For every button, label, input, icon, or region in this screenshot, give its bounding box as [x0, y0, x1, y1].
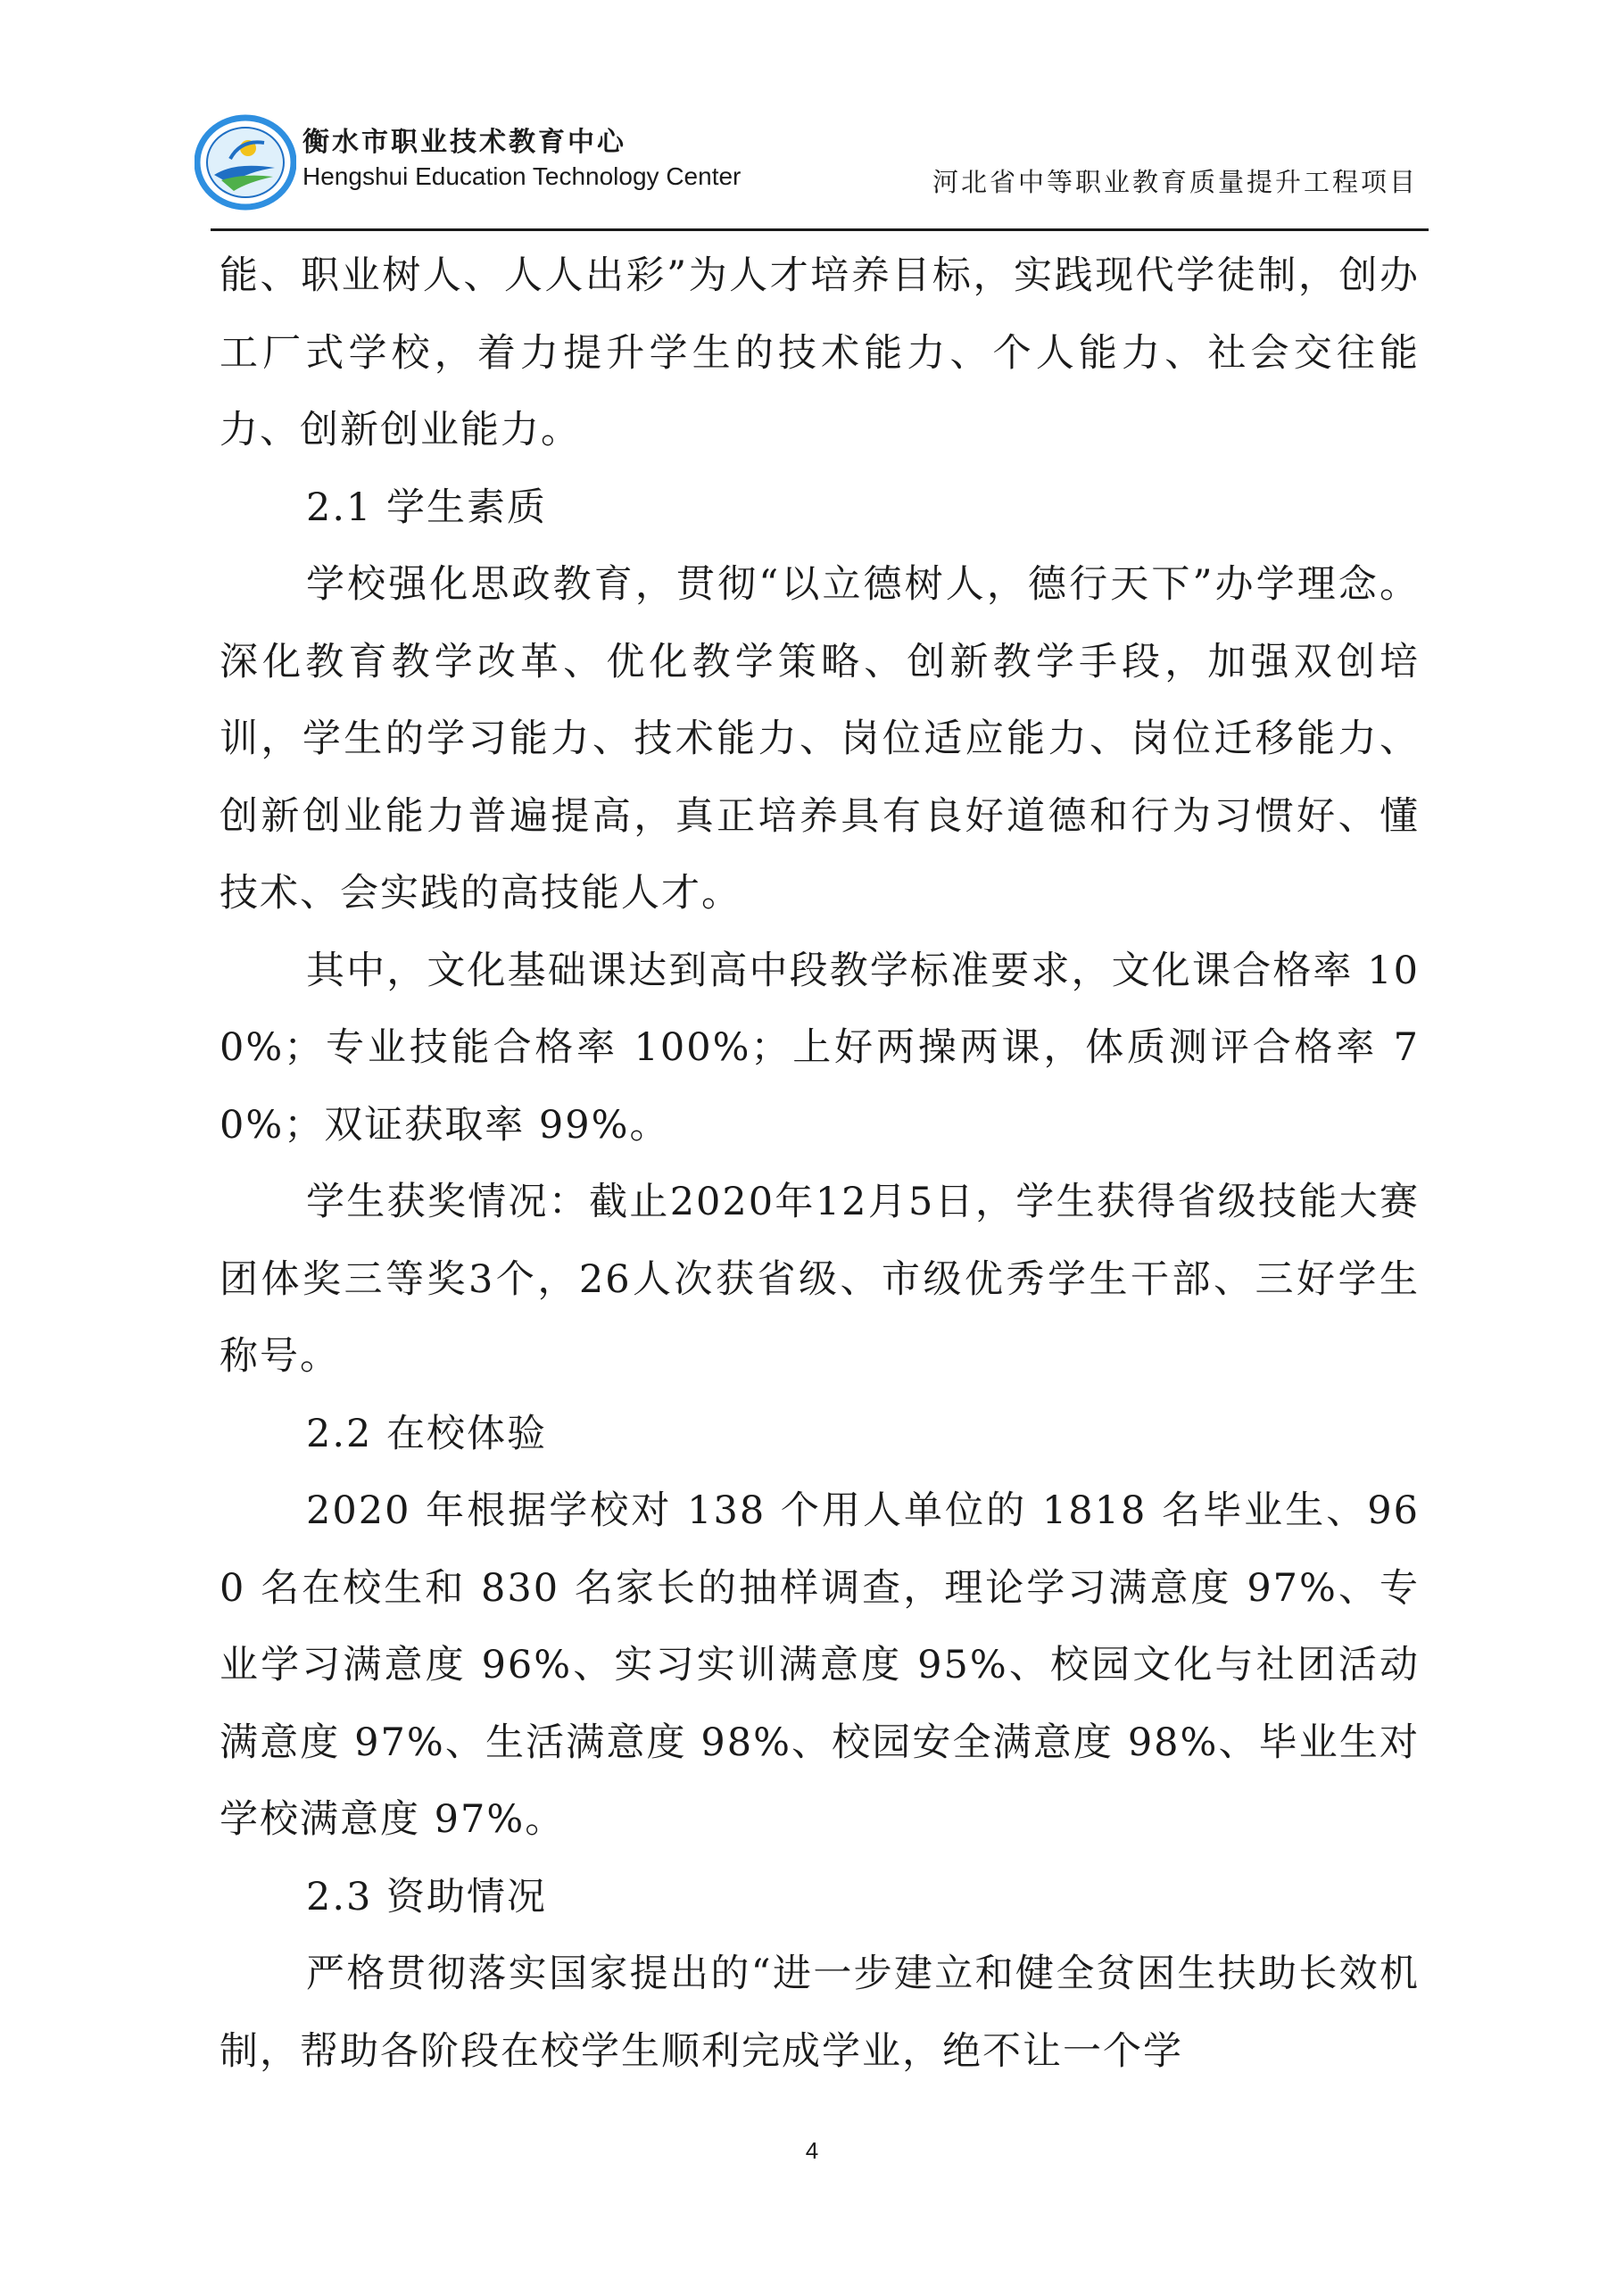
section-heading-2-2: 2.2 在校体验 [306, 1411, 548, 1456]
paragraph-pass-rates: 其中，文化基础课达到高中段教学标准要求，文化课合格率 100%；专业技能合格率 100%；上好两操两课，体质测评合格率 70%；双证获取率 99%。 [220, 948, 1420, 1148]
project-title: 河北省中等职业教育质量提升工程项目 [932, 167, 1418, 197]
school-emblem-icon [195, 112, 296, 211]
page-number: 4 [805, 2137, 819, 2164]
paragraph-financial-aid: 严格贯彻落实国家提出的“进一步建立和健全贫困生扶助长效机制，帮助各阶段在校学生顺利完成学业，绝不让一个学 [220, 1952, 1420, 2074]
document-body [220, 237, 1420, 2090]
organization-name-english: Hengshui Education Technology Center [302, 162, 742, 190]
header-divider [211, 228, 1429, 231]
organization-name-chinese: 衡水市职业技术教育中心 [302, 127, 626, 158]
section-heading-2-3: 2.3 资助情况 [306, 1874, 548, 1919]
paragraph-continuation: 能、职业树人、人人出彩”为人才培养目标，实践现代学徒制，创办工厂式学校，着力提升学生的技术能力、个人能力、社会交往能力、创新创业能力。 [220, 253, 1420, 452]
section-heading-2-1: 2.1 学生素质 [306, 485, 548, 530]
paragraph-satisfaction-survey: 2020 年根据学校对 138 个用人单位的 1818 名毕业生、960 名在校生和 830 名家长的抽样调查，理论学习满意度 97%、专业学习满意度 96%、实习实训满意度 95%、校园文化与社团活动满意度 97%、生活满意度 98%、校园安全满意度 98%、毕业生对学校满意度 97%。 [220, 1488, 1420, 1842]
paragraph-student-quality: 学校强化思政教育，贯彻“以立德树人，德行天下”办学理念。深化教育教学改革、优化教学策略、创新教学手段，加强双创培训，学生的学习能力、技术能力、岗位适应能力、岗位迁移能力、创新创业能力普遍提高，真正培养具有良好道德和行为习惯好、懂技术、会实践的高技能人才。 [220, 562, 1420, 916]
page-header [195, 105, 1429, 230]
paragraph-awards: 学生获奖情况：截止2020年12月5日，学生获得省级技能大赛团体奖三等奖3个，26人次获省级、市级优秀学生干部、三好学生称号。 [220, 1180, 1420, 1379]
